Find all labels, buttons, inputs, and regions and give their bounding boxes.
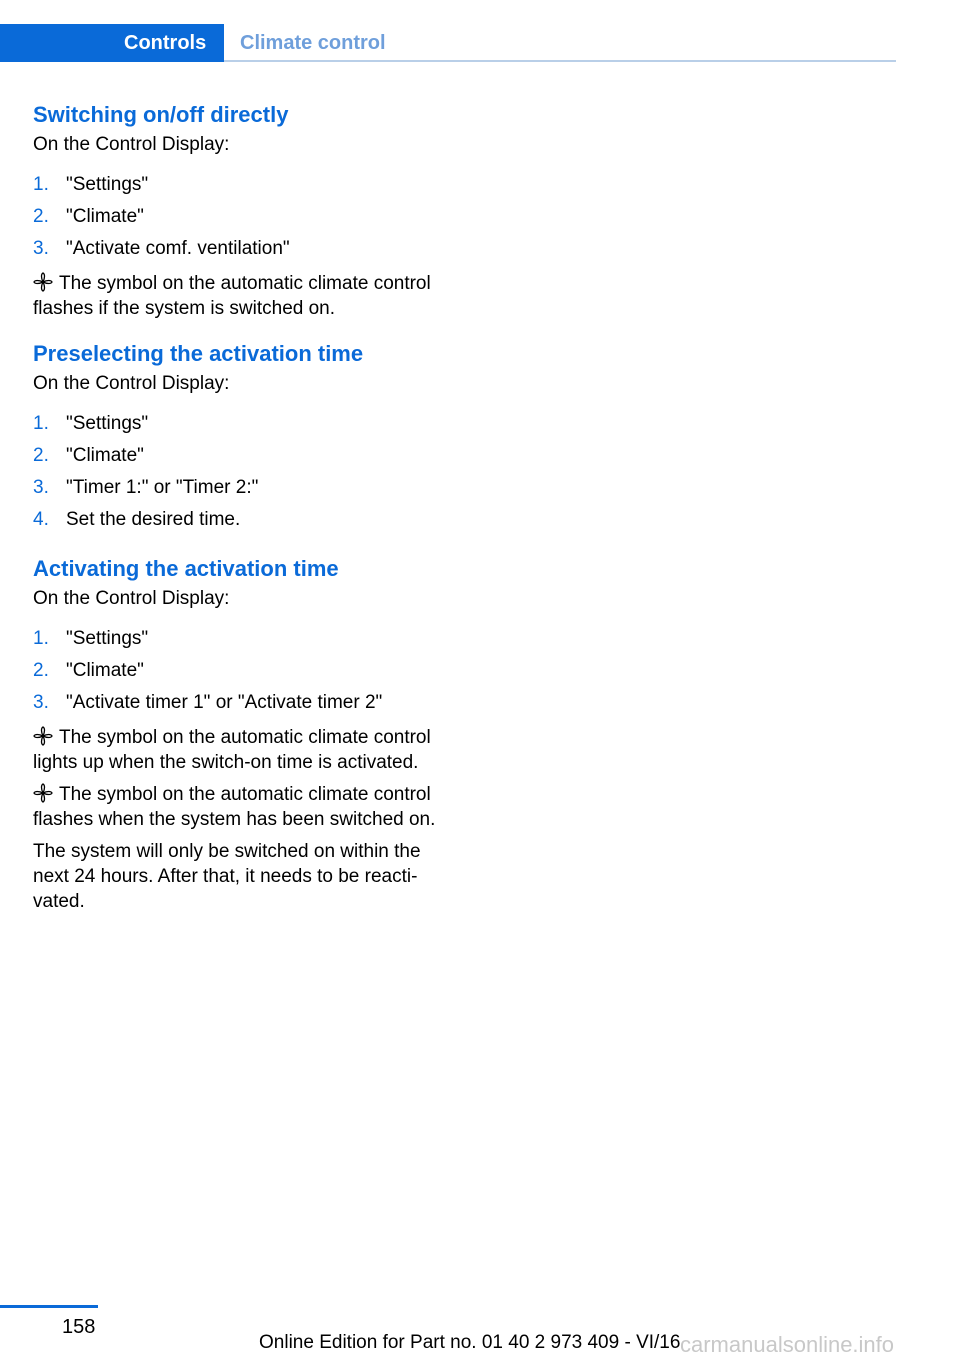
note-text: The symbol on the automatic climate control flashes when the system has been switched on. [33,784,436,830]
list-item [33,201,445,233]
fan-icon [33,726,53,746]
tab-climate-control[interactable] [224,24,386,62]
step-text: "Settings" [66,174,149,195]
page-header [0,0,960,64]
step-list [33,623,445,719]
footer-divider [0,1305,98,1308]
step-text: "Climate" [66,206,144,227]
watermark: carmanualsonline.info [680,1332,895,1357]
step-text: "Settings" [66,628,149,649]
section-activating-activation-time [33,552,445,914]
step-number: 2. [33,660,49,681]
note-paragraph [33,725,445,775]
step-number: 1. [33,628,49,649]
closing-paragraph: The system will only be switched on within the next 24 hours. After that, it needs to be reactivated. [33,841,421,912]
page-number: 158 [62,1316,96,1338]
note-text: The symbol on the automatic climate control flashes if the system is switched on. [33,273,431,319]
header-divider [224,60,896,62]
step-number: 1. [33,174,49,195]
edition-text: Online Edition for Part no. 01 40 2 973 409 - VI/16 [259,1332,681,1353]
step-number: 3. [33,692,49,713]
list-item [33,687,445,719]
list-item [33,169,445,201]
step-number: 4. [33,509,49,530]
note-paragraph [33,782,445,832]
section-heading: Activating the activation time [33,556,339,581]
list-item [33,233,445,265]
step-number: 2. [33,206,49,227]
step-text: "Climate" [66,445,144,466]
list-item [33,408,445,440]
step-text: "Timer 1:" or "Timer 2:" [66,477,259,498]
list-item [33,440,445,472]
list-item [33,472,445,504]
note-paragraph [33,271,445,321]
step-text: "Activate timer 1" or "Activate timer 2" [66,692,383,713]
note-text: The symbol on the automatic climate control lights up when the switch-on time is activated. [33,727,431,773]
page-content [33,98,445,914]
section-heading: Preselecting the activation time [33,341,364,366]
step-text: "Climate" [66,660,144,681]
step-number: 3. [33,238,49,259]
section-preselecting-activation-time [33,337,445,536]
section-intro: On the Control Display: [33,134,230,155]
list-item [33,655,445,687]
step-list [33,169,445,265]
step-number: 3. [33,477,49,498]
step-text: Set the desired time. [66,509,241,530]
step-text: "Settings" [66,413,149,434]
section-heading: Switching on/off directly [33,102,289,127]
step-text: "Activate comf. ventilation" [66,238,290,259]
step-list [33,408,445,536]
step-number: 2. [33,445,49,466]
section-switching-on-off [33,98,445,321]
tab-controls-label: Controls [124,32,207,54]
section-intro: On the Control Display: [33,588,230,609]
tab-controls[interactable] [0,24,224,62]
fan-icon [33,783,53,803]
step-number: 1. [33,413,49,434]
tab-climate-control-label: Climate control [240,32,386,54]
fan-icon [33,272,53,292]
section-intro: On the Control Display: [33,373,230,394]
list-item [33,504,445,536]
list-item [33,623,445,655]
